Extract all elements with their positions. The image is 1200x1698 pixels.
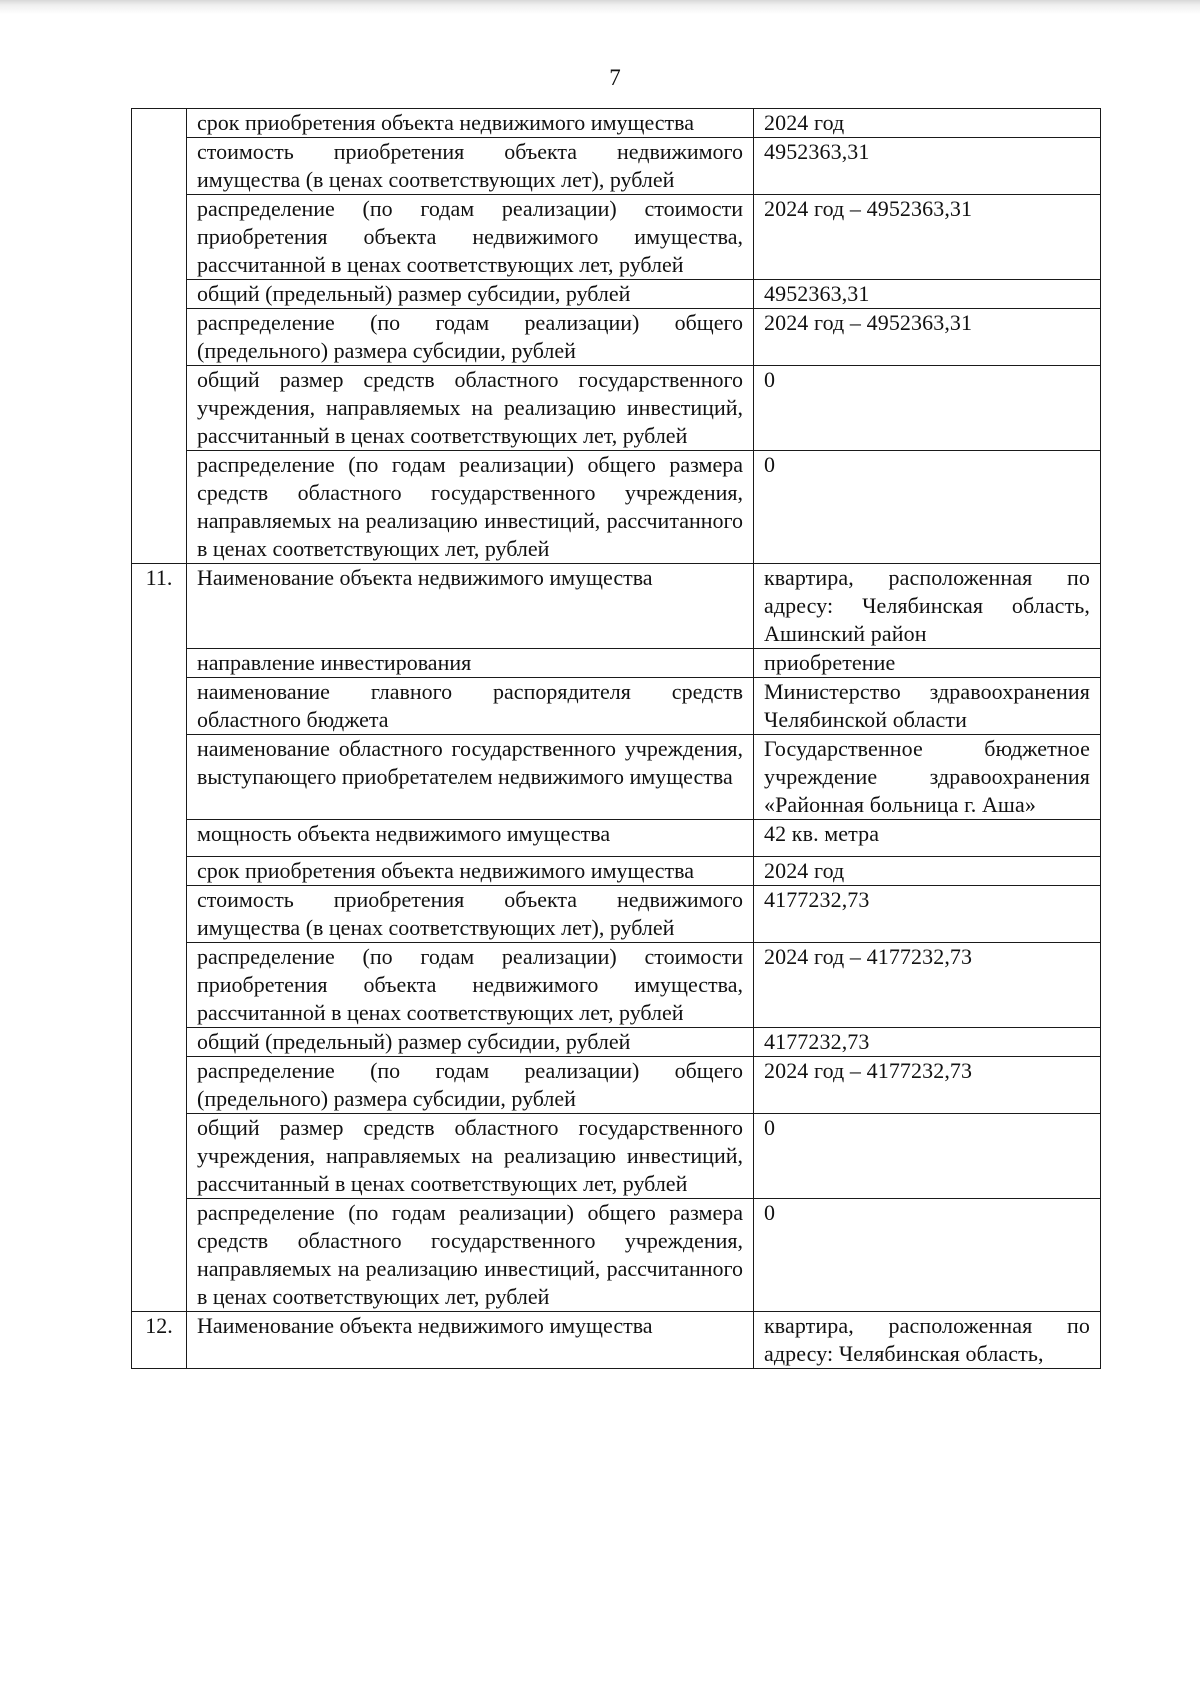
- row-label: наименование главного распорядителя средств областного бюджета: [187, 678, 754, 735]
- table-row: [132, 309, 1101, 366]
- row-value: Министерство здравоохранения Челябинской области: [754, 678, 1101, 735]
- row-label: распределение (по годам реализации) стоимости приобретения объекта недвижимого имущества, рассчитанной в ценах соответствующих лет, рублей: [187, 943, 754, 1028]
- item-number-cell: [132, 109, 187, 564]
- page-number: 7: [609, 65, 621, 90]
- row-value: 2024 год – 4952363,31: [754, 195, 1101, 280]
- row-label: общий размер средств областного государственного учреждения, направляемых на реализацию инвестиций, рассчитанный в ценах соответствующих лет, рублей: [187, 1114, 754, 1199]
- table-row: [132, 1114, 1101, 1199]
- row-label: мощность объекта недвижимого имущества: [187, 820, 754, 857]
- row-value: приобретение: [754, 649, 1101, 678]
- row-value: 0: [754, 1114, 1101, 1199]
- row-label: Наименование объекта недвижимого имущества: [187, 1312, 754, 1369]
- row-label: Наименование объекта недвижимого имущества: [187, 564, 754, 649]
- table-row: [132, 1028, 1101, 1057]
- table-row: [132, 564, 1101, 649]
- row-value: 4177232,73: [754, 886, 1101, 943]
- row-value: 2024 год – 4177232,73: [754, 1057, 1101, 1114]
- table-row: [132, 886, 1101, 943]
- table-row: [132, 280, 1101, 309]
- item-number-cell: 11.: [132, 564, 187, 1312]
- row-value: 2024 год – 4952363,31: [754, 309, 1101, 366]
- row-value: 2024 год: [754, 857, 1101, 886]
- table-row: [132, 1057, 1101, 1114]
- table-row: [132, 366, 1101, 451]
- row-label: общий размер средств областного государственного учреждения, направляемых на реализацию инвестиций, рассчитанный в ценах соответствующих лет, рублей: [187, 366, 754, 451]
- table-row: [132, 1312, 1101, 1369]
- item-number-cell: 12.: [132, 1312, 187, 1369]
- row-label: распределение (по годам реализации) общего (предельного) размера субсидии, рублей: [187, 309, 754, 366]
- table-row: [132, 820, 1101, 857]
- scan-edge: [0, 0, 1200, 14]
- row-value: квартира, расположенная по адресу: Челябинская область, Ашинский район: [754, 564, 1101, 649]
- row-label: срок приобретения объекта недвижимого имущества: [187, 109, 754, 138]
- investment-objects-table: [131, 108, 1101, 1369]
- row-label: распределение (по годам реализации) общего (предельного) размера субсидии, рублей: [187, 1057, 754, 1114]
- row-value: 4952363,31: [754, 138, 1101, 195]
- row-label: распределение (по годам реализации) общего размера средств областного государственного учреждения, направляемых на реализацию инвестиций, рассчитанного в ценах соответствующих лет, рублей: [187, 451, 754, 564]
- row-value: 42 кв. метра: [754, 820, 1101, 857]
- table-row: [132, 451, 1101, 564]
- table-row: [132, 1199, 1101, 1312]
- table-row: [132, 138, 1101, 195]
- row-label: общий (предельный) размер субсидии, рублей: [187, 1028, 754, 1057]
- row-label: направление инвестирования: [187, 649, 754, 678]
- row-value: 2024 год – 4177232,73: [754, 943, 1101, 1028]
- row-value: 2024 год: [754, 109, 1101, 138]
- table-row: [132, 109, 1101, 138]
- row-label: распределение (по годам реализации) общего размера средств областного государственного учреждения, направляемых на реализацию инвестиций, рассчитанного в ценах соответствующих лет, рублей: [187, 1199, 754, 1312]
- row-label: распределение (по годам реализации) стоимости приобретения объекта недвижимого имущества, рассчитанной в ценах соответствующих лет, рублей: [187, 195, 754, 280]
- row-value: 0: [754, 1199, 1101, 1312]
- table-row: [132, 857, 1101, 886]
- row-value: квартира, расположенная по адресу: Челябинская область,: [754, 1312, 1101, 1369]
- row-label: стоимость приобретения объекта недвижимого имущества (в ценах соответствующих лет), рублей: [187, 886, 754, 943]
- row-label: наименование областного государственного учреждения, выступающего приобретателем недвижимого имущества: [187, 735, 754, 820]
- row-value: Государственное бюджетное учреждение здравоохранения «Районная больница г. Аша»: [754, 735, 1101, 820]
- row-value: 4952363,31: [754, 280, 1101, 309]
- table-row: [132, 735, 1101, 820]
- table-row: [132, 649, 1101, 678]
- row-label: общий (предельный) размер субсидии, рублей: [187, 280, 754, 309]
- row-label: срок приобретения объекта недвижимого имущества: [187, 857, 754, 886]
- row-label: стоимость приобретения объекта недвижимого имущества (в ценах соответствующих лет), рублей: [187, 138, 754, 195]
- table-row: [132, 195, 1101, 280]
- table-row: [132, 943, 1101, 1028]
- row-value: 0: [754, 366, 1101, 451]
- table-row: [132, 678, 1101, 735]
- row-value: 4177232,73: [754, 1028, 1101, 1057]
- row-value: 0: [754, 451, 1101, 564]
